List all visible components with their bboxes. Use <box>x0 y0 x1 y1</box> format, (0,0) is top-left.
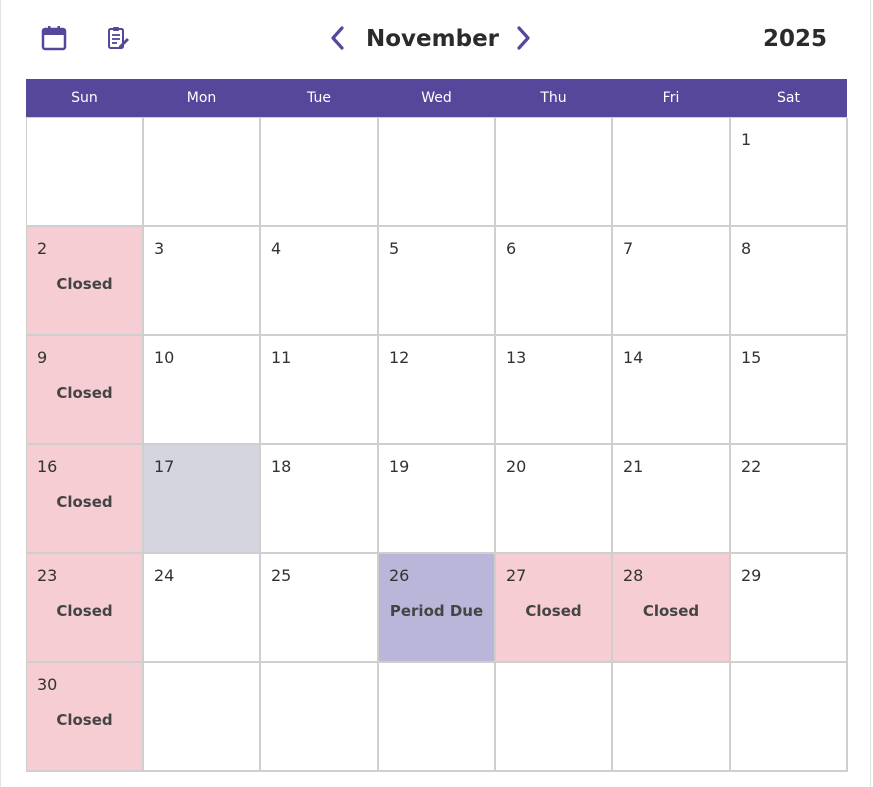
day-cell[interactable] <box>379 554 496 663</box>
closed-label: Closed <box>56 602 113 620</box>
weekday-sat: Sat <box>777 90 800 106</box>
day-number: 30 <box>37 675 58 694</box>
chevron-right-icon <box>513 25 533 51</box>
day-cell[interactable] <box>496 336 613 445</box>
empty-day-cell <box>613 663 731 772</box>
weekday-header <box>26 79 847 117</box>
calendar-icon[interactable] <box>38 22 70 54</box>
weekday-fri: Fri <box>662 90 680 106</box>
empty-day-cell <box>496 663 613 772</box>
day-cell[interactable] <box>261 554 379 663</box>
calendar-toolbar <box>0 0 873 78</box>
day-cell[interactable] <box>496 554 613 663</box>
day-number: 4 <box>271 239 282 258</box>
day-cell[interactable] <box>496 227 613 336</box>
empty-day-cell <box>144 663 261 772</box>
closed-label: Closed <box>642 602 700 620</box>
day-number: 15 <box>741 348 762 367</box>
day-number: 18 <box>271 457 292 476</box>
day-number: 22 <box>741 457 762 476</box>
day-cell[interactable] <box>613 554 731 663</box>
empty-day-cell <box>261 118 379 227</box>
day-number: 23 <box>37 566 58 585</box>
day-cell[interactable] <box>144 445 261 554</box>
day-cell[interactable] <box>261 336 379 445</box>
day-number: 6 <box>506 239 517 258</box>
day-number: 26 <box>389 566 410 585</box>
empty-day-cell <box>144 118 261 227</box>
day-number: 10 <box>154 348 175 367</box>
next-month-button[interactable] <box>509 22 537 54</box>
day-cell[interactable] <box>27 663 144 772</box>
day-number: 27 <box>506 566 527 585</box>
day-cell[interactable] <box>261 227 379 336</box>
period-due-label: Period Due <box>389 602 484 620</box>
closed-label: Closed <box>525 602 582 620</box>
empty-day-cell <box>379 118 496 227</box>
prev-month-button[interactable] <box>324 22 352 54</box>
clipboard-edit-icon[interactable] <box>101 22 133 54</box>
day-cell[interactable] <box>731 336 848 445</box>
empty-day-cell <box>496 118 613 227</box>
day-number: 25 <box>271 566 292 585</box>
day-cell[interactable] <box>613 227 731 336</box>
day-number: 8 <box>741 239 752 258</box>
day-number: 19 <box>389 457 410 476</box>
weekday-sun: Sun <box>71 90 98 106</box>
day-number: 12 <box>389 348 410 367</box>
empty-day-cell <box>379 663 496 772</box>
closed-label: Closed <box>56 711 113 729</box>
empty-day-cell <box>613 118 731 227</box>
closed-label: Closed <box>56 493 113 511</box>
day-cell[interactable] <box>27 227 144 336</box>
day-cell[interactable] <box>27 554 144 663</box>
day-cell[interactable] <box>379 445 496 554</box>
day-number: 5 <box>389 239 400 258</box>
chevron-left-icon <box>328 25 348 51</box>
empty-day-cell <box>261 663 379 772</box>
weekday-tue: Tue <box>307 90 331 106</box>
closed-label: Closed <box>56 275 113 293</box>
day-number: 17 <box>154 457 175 476</box>
day-cell[interactable] <box>496 445 613 554</box>
month-title: November <box>366 26 500 52</box>
weekday-mon: Mon <box>186 90 217 106</box>
day-number: 7 <box>623 239 634 258</box>
day-cell[interactable] <box>613 336 731 445</box>
day-cell[interactable] <box>144 554 261 663</box>
weeks-grid <box>26 117 847 772</box>
day-number: 11 <box>271 348 292 367</box>
day-number: 3 <box>154 239 165 258</box>
weekday-wed: Wed <box>421 90 452 106</box>
weekday-thu: Thu <box>540 90 567 106</box>
day-number: 21 <box>623 457 644 476</box>
day-cell[interactable] <box>27 336 144 445</box>
day-number: 24 <box>154 566 175 585</box>
day-cell[interactable] <box>613 445 731 554</box>
calendar-grid <box>26 79 847 772</box>
day-number: 28 <box>623 566 644 585</box>
year-title: 2025 <box>762 26 827 52</box>
day-number: 16 <box>37 457 58 476</box>
day-cell[interactable] <box>144 336 261 445</box>
day-number: 14 <box>623 348 644 367</box>
day-number: 2 <box>37 239 48 258</box>
day-number: 29 <box>741 566 762 585</box>
day-number: 13 <box>506 348 527 367</box>
empty-day-cell <box>27 118 144 227</box>
day-cell[interactable] <box>731 227 848 336</box>
empty-day-cell <box>731 663 848 772</box>
day-number: 1 <box>741 130 752 149</box>
day-cell[interactable] <box>261 445 379 554</box>
day-cell[interactable] <box>731 554 848 663</box>
day-cell[interactable] <box>731 118 848 227</box>
day-cell[interactable] <box>379 227 496 336</box>
day-cell[interactable] <box>379 336 496 445</box>
day-cell[interactable] <box>27 445 144 554</box>
closed-label: Closed <box>56 384 113 402</box>
day-number: 20 <box>506 457 527 476</box>
day-cell[interactable] <box>144 227 261 336</box>
day-number: 9 <box>37 348 48 367</box>
day-cell[interactable] <box>731 445 848 554</box>
